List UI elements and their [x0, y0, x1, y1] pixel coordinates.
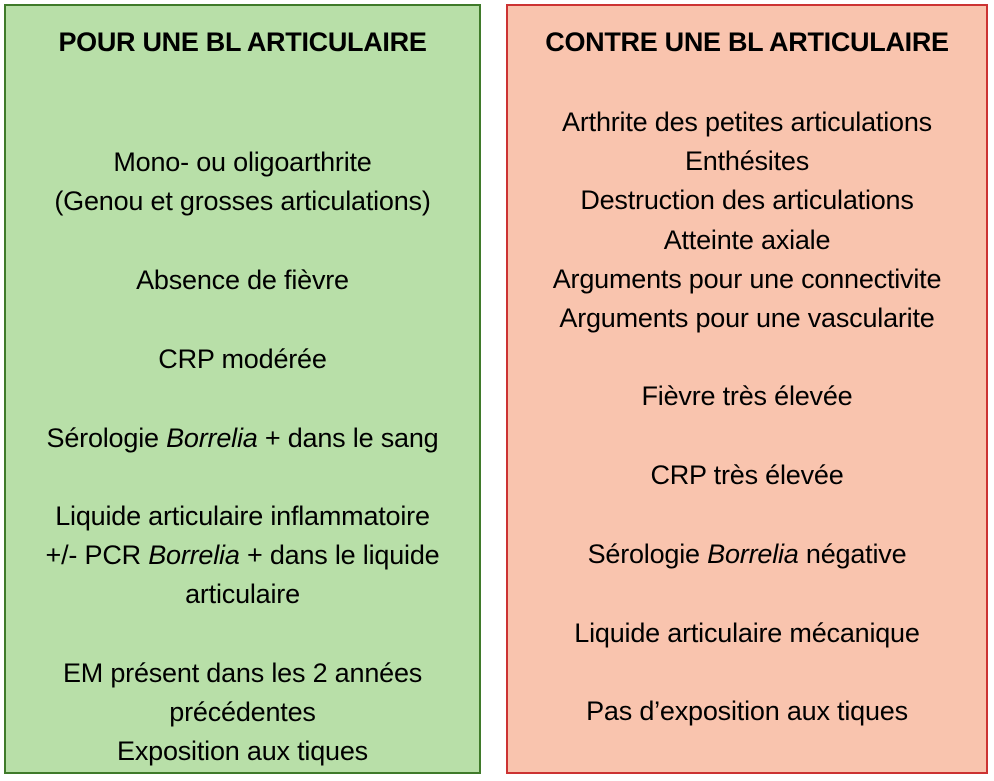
pour-item: CRP modérée	[158, 344, 327, 374]
contre-title: CONTRE UNE BL ARTICULAIRE	[545, 27, 949, 57]
pour-item: précédentes	[169, 697, 316, 727]
pour-panel	[4, 4, 481, 774]
contre-item: Arguments pour une vascularite	[559, 303, 935, 333]
pour-item: Liquide articulaire inflammatoire	[55, 501, 430, 531]
pour-item: Absence de fièvre	[136, 265, 349, 295]
pour-item: +/- PCR Borrelia + dans le liquide	[45, 540, 440, 570]
contre-item: Arguments pour une connectivite	[552, 264, 942, 294]
contre-item: Liquide articulaire mécanique	[574, 618, 920, 648]
contre-item: Sérologie Borrelia négative	[587, 539, 907, 569]
pour-title: POUR UNE BL ARTICULAIRE	[58, 27, 427, 57]
pour-item: Exposition aux tiques	[117, 736, 368, 766]
contre-item: Fièvre très élevée	[641, 381, 853, 411]
pour-item: Mono- ou oligoarthrite	[113, 147, 372, 177]
pour-item: (Genou et grosses articulations)	[54, 186, 431, 216]
pour-item: Sérologie Borrelia + dans le sang	[46, 423, 439, 453]
contre-item: Pas d’exposition aux tiques	[586, 696, 908, 726]
contre-panel	[506, 4, 988, 774]
contre-item: Arthrite des petites articulations	[562, 107, 932, 137]
contre-item: Atteinte axiale	[663, 225, 831, 255]
contre-item: Enthésites	[684, 146, 810, 176]
contre-item: Destruction des articulations	[580, 185, 914, 215]
pour-item: articulaire	[185, 579, 300, 609]
pour-item: EM présent dans les 2 années	[62, 658, 423, 688]
contre-item: CRP très élevée	[650, 460, 844, 490]
